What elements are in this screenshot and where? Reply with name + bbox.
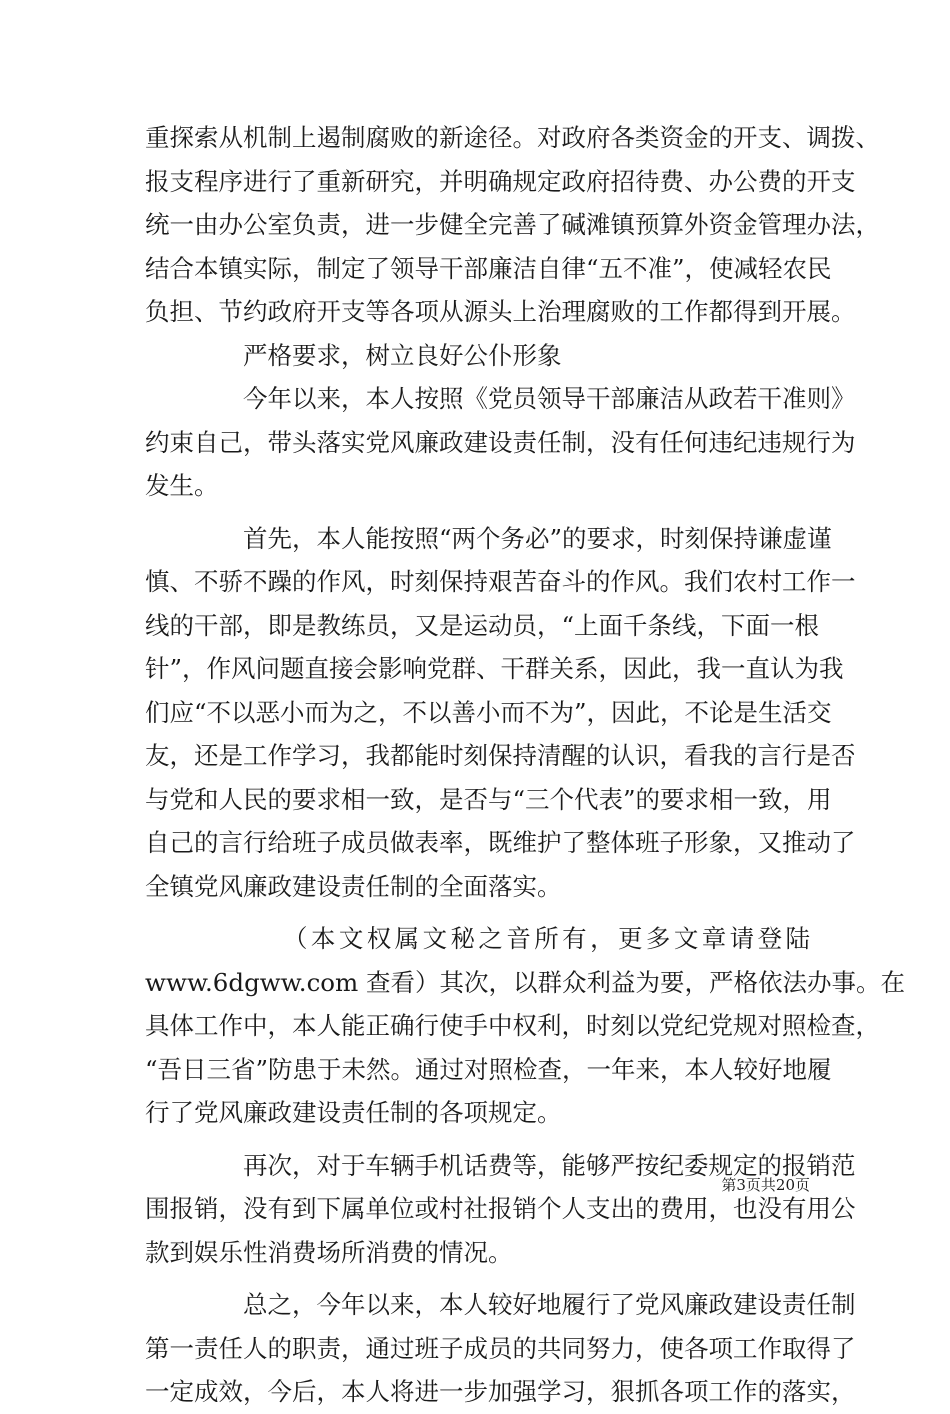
text-line: 第一责任人的职责，通过班子成员的共同努力，使各项工作取得了 bbox=[145, 1333, 856, 1363]
text-line: 再次，对于车辆手机话费等，能够严按纪委规定的报销范 bbox=[243, 1150, 856, 1180]
text-line: 总之，今年以来，本人较好地履行了党风廉政建设责任制 bbox=[243, 1290, 856, 1319]
text-line: 结合本镇实际，制定了领导干部廉洁自律“五不准”，使减轻农民 bbox=[145, 253, 832, 283]
text-line: 一定成效，今后，本人将进一步加强学习，狠抓各项工作的落实， bbox=[145, 1377, 856, 1406]
text-line: 们应“不以恶小而为之，不以善小而不为”，因此，不论是生活交 bbox=[145, 697, 832, 727]
text-line: 首先，本人能按照“两个务必”的要求，时刻保持谦虚谨 bbox=[243, 523, 832, 553]
text-line: 报支程序进行了重新研究，并明确规定政府招待费、办公费的开支 bbox=[145, 166, 856, 196]
text-line: 负担、节约政府开支等各项从源头上治理腐败的工作都得到开展。 bbox=[145, 297, 856, 326]
document-body bbox=[145, 116, 906, 1414]
text-line: www.6dgww.com 查看）其次，以群众利益为要，严格依法办事。在 bbox=[145, 967, 906, 997]
text-line: 今年以来，本人按照《党员领导干部廉洁从政若干准则》 bbox=[243, 384, 856, 413]
text-line: 全镇党风廉政建设责任制的全面落实。 bbox=[145, 871, 562, 901]
text-line: 统一由办公室负责，进一步健全完善了碱滩镇预算外资金管理办法， bbox=[145, 210, 880, 239]
text-line: 围报销，没有到下属单位或村社报销个人支出的费用，也没有用公 bbox=[145, 1194, 856, 1223]
text-line: 友，还是工作学习，我都能时刻保持清醒的认识，看我的言行是否 bbox=[145, 741, 856, 770]
text-line: 发生。 bbox=[145, 471, 219, 500]
text-line: （本文权属文秘之音所有，更多文章请登陆 bbox=[283, 924, 810, 953]
text-line: 线的干部，即是教练员，又是运动员，“上面千条线，下面一根 bbox=[145, 610, 820, 640]
text-line: 与党和人民的要求相一致，是否与“三个代表”的要求相一致，用 bbox=[145, 784, 832, 814]
text-line: 行了党风廉政建设责任制的各项规定。 bbox=[145, 1098, 562, 1127]
text-line: 款到娱乐性消费场所消费的情况。 bbox=[145, 1237, 513, 1267]
section-heading: 严格要求，树立良好公仆形象 bbox=[243, 340, 562, 370]
text-line: 慎、不骄不躁的作风，时刻保持艰苦奋斗的作风。我们农村工作一 bbox=[145, 567, 856, 596]
text-line: 自己的言行给班子成员做表率，既维护了整体班子形象，又推动了 bbox=[145, 828, 856, 857]
text-line: “吾日三省”防患于未然。通过对照检查，一年来，本人较好地履 bbox=[145, 1054, 832, 1084]
text-line: 约束自己，带头落实党风廉政建设责任制，没有任何违纪违规行为 bbox=[145, 427, 856, 457]
text-line: 具体工作中，本人能正确行使手中权利，时刻以党纪党规对照检查， bbox=[145, 1011, 880, 1040]
text-line: 针”，作风问题直接会影响党群、干群关系，因此，我一直认为我 bbox=[145, 654, 844, 683]
text-line: 重探索从机制上遏制腐败的新途径。对政府各类资金的开支、调拨、 bbox=[145, 123, 880, 152]
page-number: 第3页共20页 bbox=[721, 1176, 810, 1194]
